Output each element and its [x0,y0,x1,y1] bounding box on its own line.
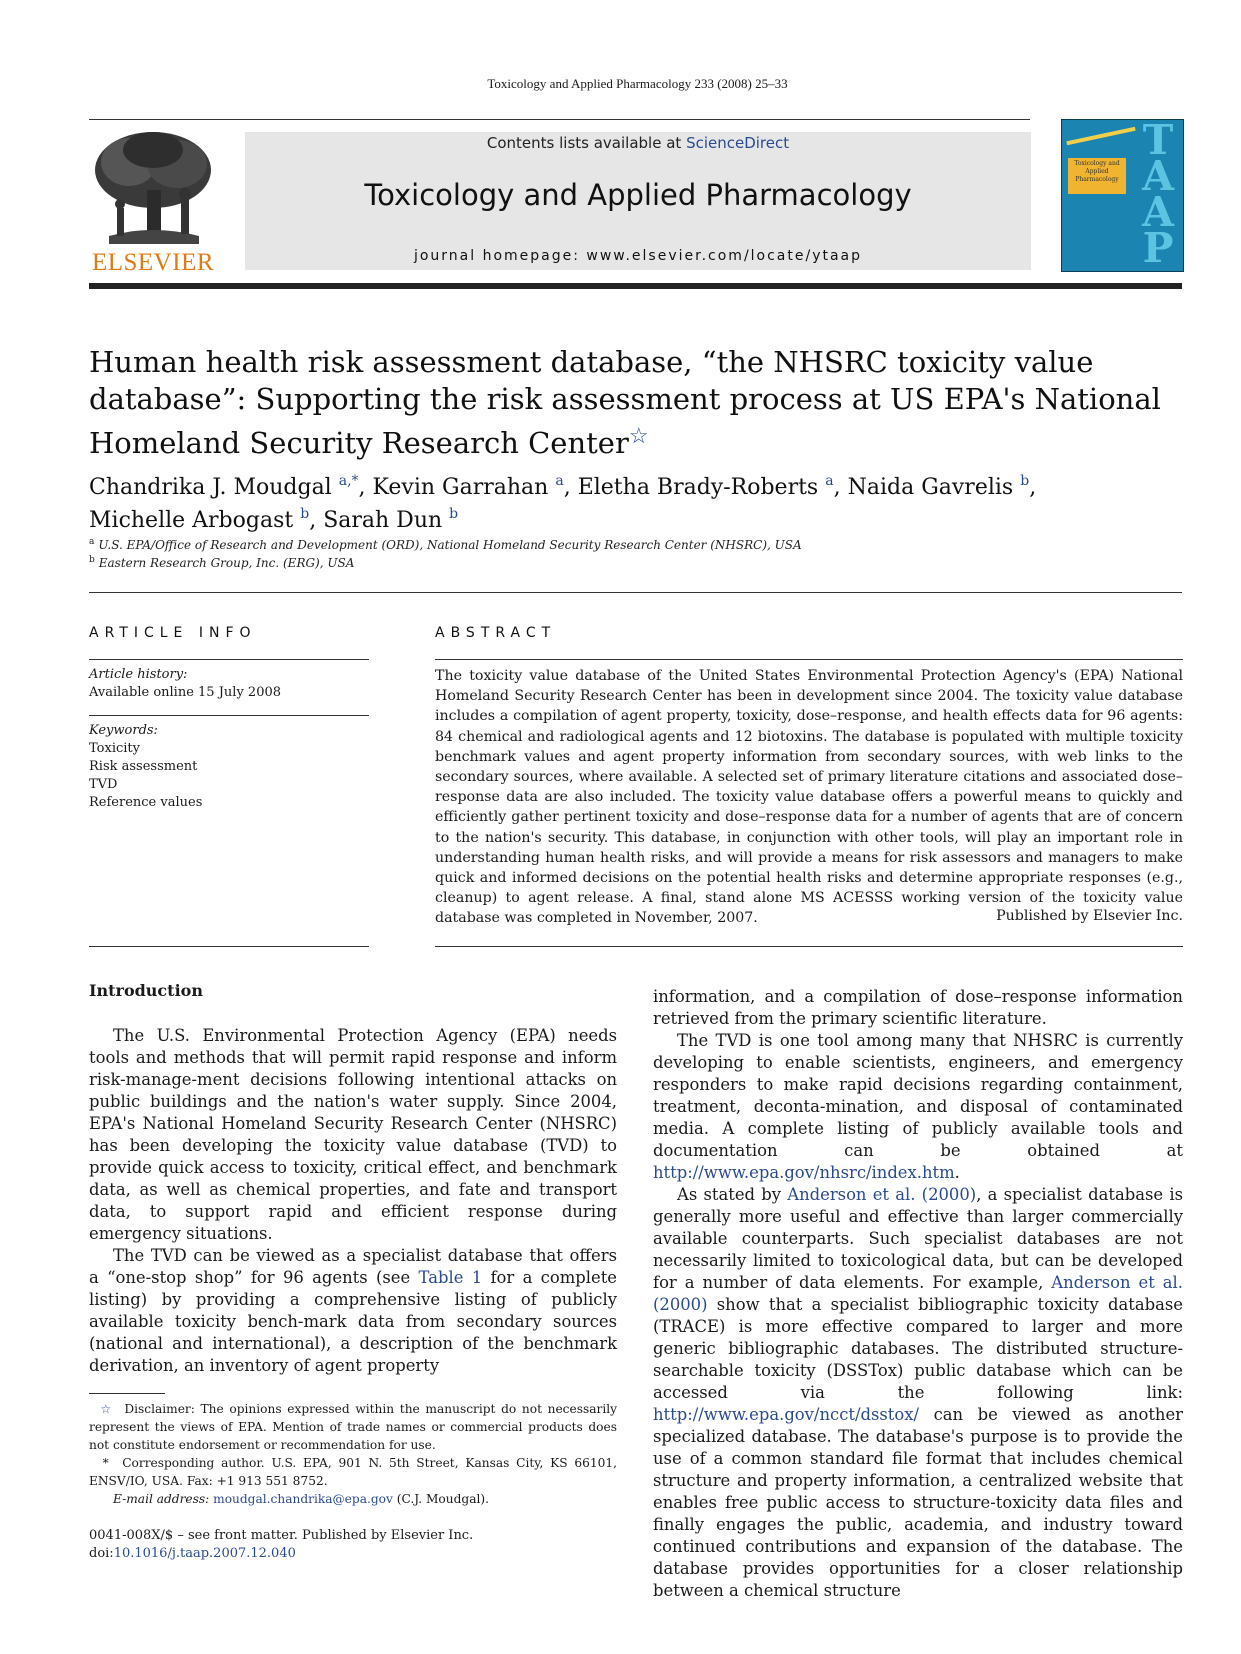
affiliation-mark: a [89,537,95,547]
keywords-label: Keywords: [89,723,158,738]
author-separator: , [358,475,373,500]
paragraph-text: The TVD can be viewed as a specialist database that offers a “one-stop shop” for 96 agents (see [89,1246,617,1287]
abstract-rule [435,659,1183,660]
doi-link[interactable]: 10.1016/j.taap.2007.12.040 [113,1546,296,1561]
citation-link[interactable]: Anderson et al. (2000) [653,1273,1183,1314]
author-affiliation-mark[interactable]: a [825,473,834,489]
email-suffix: (C.J. Moudgal). [396,1492,490,1506]
doi-label: doi: [89,1546,114,1561]
paragraph [653,1030,1183,1184]
nhsrc-url-link[interactable]: http://www.epa.gov/nhsrc/index.htm [653,1163,955,1182]
cover-letter: T [1142,119,1174,164]
cover-letter: P [1142,224,1174,272]
elsevier-logo [89,128,217,276]
paragraph-text: As stated by [677,1185,788,1204]
footnote-rule [89,1393,165,1394]
footnote-email [89,1490,617,1508]
journal-title: Toxicology and Applied Pharmacology [364,178,912,212]
affiliation-text: Eastern Research Group, Inc. (ERG), USA [98,556,355,570]
journal-homepage[interactable]: journal homepage: www.elsevier.com/locate/ytaap [413,248,863,264]
keyword-item: Risk assessment [89,759,198,774]
history-label: Article history: [89,667,188,682]
section-heading-introduction: Introduction [89,981,203,1000]
front-matter-line: 0041-008X/$ – see front matter. Published by Elsevier Inc. [89,1528,474,1543]
footnote-mark: * [102,1456,109,1470]
keywords-rule [89,715,369,716]
journal-cover [1061,119,1184,272]
affiliation [89,555,354,570]
body-right-column [653,986,1183,1602]
paragraph-text: show that a specialist bibliographic toxicity database (TRACE) is more effective compared to larger and more generic bibliographic databases. The distributed structure-searchable toxicity (DSSTox) public database which can be accessed via the following link: [653,1295,1183,1402]
keyword-item: TVD [89,777,118,792]
paragraph-text: The TVD is one tool among many that NHSRC is currently developing to enable scientists, engineers, and emergency responders to make rapid decisions regarding containment, treatment, deconta-mination, and disposal of contaminated media. A complete listing of publicly available tools and documentation can be obtained at [653,1031,1183,1160]
article-info-heading: ARTICLE INFO [89,625,257,641]
running-header: Toxicology and Applied Pharmacology 233 (2008) 25–33 [487,76,788,91]
author-separator: , [309,508,324,533]
cover-strip [1066,127,1135,145]
paragraph: information, and a compilation of dose–response information retrieved from the primary scientific literature. [653,987,1183,1028]
citation-link[interactable]: Anderson et al. (2000) [787,1185,977,1204]
affiliation-text: U.S. EPA/Office of Research and Development (ORD), National Homeland Security Research Center (NHSRC), USA [98,538,802,552]
footnotes [89,1400,617,1508]
paragraph-text: can be viewed as another specialized database. The database's purpose is to provide the use of a common standard file format that includes chemical structure and property information, a centralized website that enables free public access to structure-toxicity data files and finally engages the public, academia, and industry toward continued contributions and expansion of the database. The database provides opportunities for a closer relationship between a chemical structure [653,1405,1183,1600]
header-divider [89,592,1182,593]
article-info-rule [89,659,369,660]
affiliation-mark: b [89,555,95,565]
author-affiliation-mark[interactable]: a,* [338,473,359,489]
abstract-bottom-rule [435,946,1183,947]
paragraph-text: , a specialist database is generally more useful and effective than larger commercially available counterparts. Such specialist databases are not necessarily limited to toxicological data, but can be developed for a number of data elements. For example, [653,1185,1183,1292]
dsstox-url-link[interactable]: http://www.epa.gov/ncct/dsstox/ [653,1405,920,1424]
author-name: Sarah Dun [323,508,443,533]
author-affiliation-mark[interactable]: b [449,506,459,522]
body-left-column [89,1025,617,1377]
article-title-text: Human health risk assessment database, “the NHSRC toxicity value database”: Supporting the risk assessment process at US EPA's National Homeland Security Research Center [89,345,1161,460]
footnote-text: Disclaimer: The opinions expressed within the manuscript do not necessarily represent the views of EPA. Mention of trade names or commercial products does not constitute endorsement or recommendation for use. [89,1402,618,1452]
cover-letter: A [1142,188,1174,236]
abstract-published: Published by Elsevier Inc. [996,908,1183,924]
author-separator: , [1029,475,1037,500]
email-link[interactable]: moudgal.chandrika@epa.gov [213,1492,393,1506]
footnote-text: Corresponding author. U.S. EPA, 901 N. 5th Street, Kansas City, KS 66101, ENSV/IO, USA. Fax: +1 913 551 8752. [89,1456,618,1488]
paragraph [653,1184,1183,1602]
author-separator: , [563,475,578,500]
sciencedirect-link[interactable]: ScienceDirect [686,134,790,152]
paragraph [89,1245,617,1377]
front-matter [89,1527,473,1563]
author-separator: , [833,475,848,500]
abstract-heading: ABSTRACT [435,625,557,641]
article-history [89,666,369,702]
keyword-item: Reference values [89,795,203,810]
abstract-text: The toxicity value database of the United States Environmental Protection Agency's (EPA) National Homeland Security Research Center has been in development since 2004. The toxicity value database includes a compilation of agent property, toxicity, dose–response, and health effects data for 96 agents: 84 chemical and radiological agents and 12 biotoxins. The database is populated with multiple toxicity benchmark values and agent property information from secondary sources, with web links to the secondary sources, where available. A selected set of primary literature citations and associated dose–response data are also included. The toxicity value database offers a powerful means to quickly and efficiently gather pertinent toxicity and dose–response data for a number of agents that are of concern to the nation's security. This database, in conjunction with other tools, will play an important role in understanding human health risks, and will provide a means for risk assessors and managers to make quick and informed decisions on the potential health risks and determine appropriate responses (e.g., cleanup) to agent release. A final, stand alone MS ACESSS working version of the toxicity value database was completed in November, 2007. [435,668,1183,927]
article-info-bottom-rule [89,946,369,947]
footnote-disclaimer [89,1400,617,1454]
contents-line [245,134,1031,152]
cover-label: Toxicology and Applied Pharmacology [1068,158,1126,194]
footnote-corresponding [89,1454,617,1490]
keywords-block [89,722,369,812]
masthead-banner [245,132,1031,270]
contents-prefix: Contents lists available at [486,134,682,152]
cover-letters [1137,119,1179,272]
elsevier-tree-icon [89,128,217,246]
doi-line [89,1545,473,1563]
affiliation [89,537,802,552]
article-title [89,344,1184,462]
paragraph-text: . [954,1163,960,1182]
masthead-bottom-rule [89,283,1182,289]
cover-letter: A [1142,152,1174,200]
keyword-item: Toxicity [89,741,140,756]
paragraph: The U.S. Environmental Protection Agency (EPA) needs tools and methods that will permit rapid response and inform risk-manage-ment decisions following intentional attacks on public buildings and the nation's water supply. Since 2004, EPA's National Homeland Security Research Center (NHSRC) has been developing the toxicity value database (TVD) to provide quick access to toxicity, critical effect, and benchmark data, as well as chemical properties, and fate and transport data, to support rapid and efficient response during emergency situations. [89,1026,617,1243]
masthead-top-rule [89,119,1030,120]
history-value: Available online 15 July 2008 [89,685,282,700]
author-name: Michelle Arbogast [89,508,294,533]
author-affiliation-mark[interactable]: b [300,506,310,522]
author-list [89,468,1184,534]
author-name: Eletha Brady-Roberts [577,475,819,500]
table-1-link[interactable]: Table 1 [418,1268,483,1287]
title-footnote-mark[interactable]: ☆ [628,424,649,449]
author-name: Chandrika J. Moudgal [89,475,332,500]
author-affiliation-mark[interactable]: b [1020,473,1030,489]
author-name: Naida Gavrelis [847,475,1014,500]
author-affiliation-mark[interactable]: a [555,473,564,489]
footnote-mark: ☆ [100,1402,114,1416]
author-name: Kevin Garrahan [372,475,549,500]
elsevier-wordmark: ELSEVIER [91,249,215,276]
paragraph-text: for a complete listing) by providing a comprehensive listing of publicly available toxicity bench-mark data from secondary sources (national and international), a description of the benchmark derivation, an inventory of agent property [89,1268,617,1375]
email-label: E-mail address: [113,1492,210,1506]
